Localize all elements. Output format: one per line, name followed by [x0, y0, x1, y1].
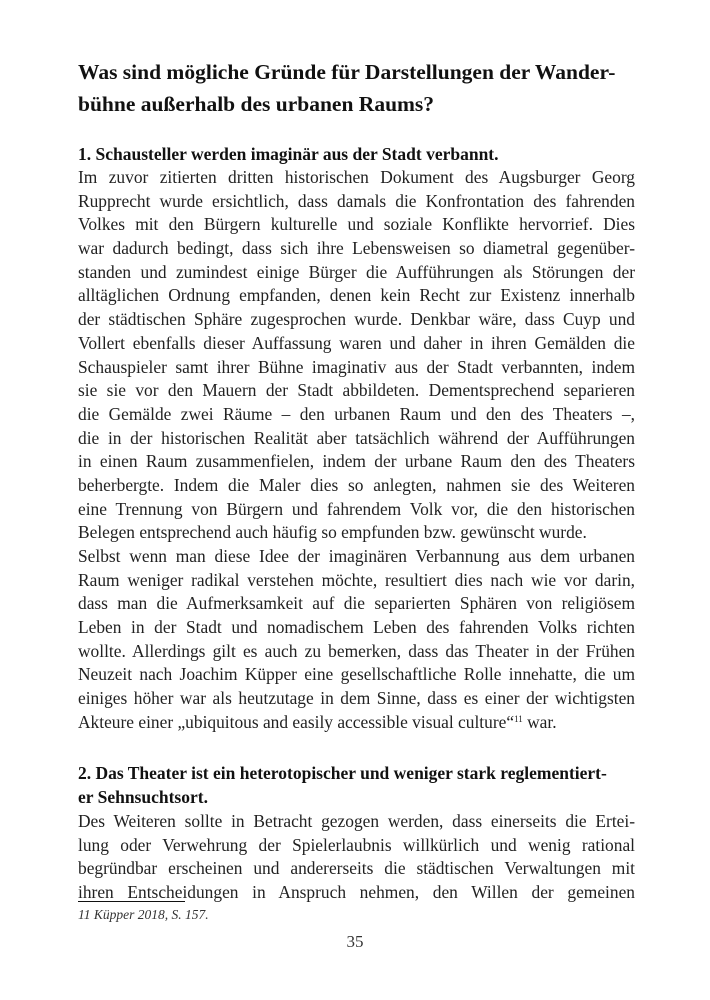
text-line: Raum weniger radikal verstehen möchte, resultiert dies nach wie vor darin, [78, 569, 635, 590]
text-line: Akteure einer „ubiquitous and easily accessible visual culture“$^{11}$ war. [78, 711, 557, 732]
text-line: Selbst wenn man diese Idee der imaginären Verbannung aus dem urbanen [78, 546, 635, 566]
page-number: 35 [346, 932, 364, 951]
text-line: einiges höher war als heutzutage in dem Sinne, dass es einer der wichtigsten [78, 688, 635, 709]
text-line: in einen Raum zusammenfielen, indem der urbane Raum den des Theaters [78, 451, 635, 472]
footnote-reference[interactable]: 11 [514, 713, 523, 724]
section-1-title: 1. Schausteller werden imaginär aus der Stadt verbannt. [78, 144, 499, 164]
footnote: 11 Küpper 2018, S. 157. [78, 907, 209, 922]
heading-line: Was sind mögliche Gründe für Darstellungen der Wander- [78, 60, 616, 84]
text-line: der städtischen Sphäre zugesprochen wurde. Denkbar wäre, dass Cuyp und [78, 309, 635, 330]
text-line: Vollert ebenfalls dieser Auffassung waren und daher in ihren Gemälden die [78, 332, 635, 353]
text-line: standen und zumindest einige Bürger die Aufführungen als Störungen der [78, 261, 635, 282]
text-line: sie sie vor den Mauern der Stadt abbildeten. Dementsprechend separieren [78, 380, 635, 401]
text-line: Schauspieler samt ihrer Bühne imaginativ aus der Stadt verbannten, indem [78, 356, 635, 377]
text-line: die in der historischen Realität aber tatsächlich während der Aufführungen [78, 427, 635, 448]
text-line: Neuzeit nach Joachim Küpper eine gesellschaftliche Rolle innehatte, die um [78, 664, 635, 685]
text-line: ihren Entscheidungen in Anspruch nehmen, den Willen der gemeinen [78, 882, 635, 903]
text-line: Belegen entsprechend auch häufig so empfunden bzw. gewünscht wurde. [78, 522, 587, 543]
text-line: alltäglichen Ordnung empfanden, denen kein Recht zur Existenz innerhalb [78, 285, 635, 306]
section-2-body [78, 810, 635, 905]
text-line: begründbar erscheinen und andererseits die städtischen Verwaltungen mit [78, 858, 635, 879]
footnote-divider [78, 901, 185, 902]
text-line: wollte. Allerdings gilt es auch zu bemerken, dass das Theater in der Frühen [78, 640, 635, 661]
text-line: eine Trennung von Bürgern und fahrendem Volk vor, die den historischen [78, 498, 635, 519]
heading-line: bühne außerhalb des urbanen Raums? [78, 92, 435, 116]
text-line: Leben in der Stadt und nomadischem Leben des fahrenden Volks richten [78, 617, 635, 638]
page-heading [78, 56, 638, 120]
text-line: die Gemälde zwei Räume – den urbanen Raum und den des Theaters –, [78, 403, 635, 424]
section-1-body [78, 166, 635, 735]
text-line: Des Weiteren sollte in Betracht gezogen werden, dass einerseits die Ertei- [78, 811, 635, 831]
text-line: beherbergte. Indem die Maler dies so anlegten, nahmen sie des Weiteren [78, 474, 635, 495]
text-line: war dadurch bedingt, dass sich ihre Lebensweisen so diametral gegenüber- [78, 238, 635, 259]
text-line: dass man die Aufmerksamkeit auf die separierten Sphären von religiösem [78, 593, 635, 614]
text-line: Im zuvor zitierten dritten historischen Dokument des Augsburger Georg [78, 167, 635, 187]
text-line: Rupprecht wurde ersichtlich, dass damals die Konfrontation des fahrenden [78, 190, 635, 211]
text-line: lung oder Verwehrung der Spielerlaubnis willkürlich und wenig rational [78, 834, 635, 855]
section-2-title: 2. Das Theater ist ein heterotopischer und weniger stark reglementiert- er Sehnsuchtsort. [78, 763, 607, 807]
text-line: Volkes mit den Bürgern kulturelle und soziale Konflikte hervorrief. Dies [78, 214, 635, 235]
